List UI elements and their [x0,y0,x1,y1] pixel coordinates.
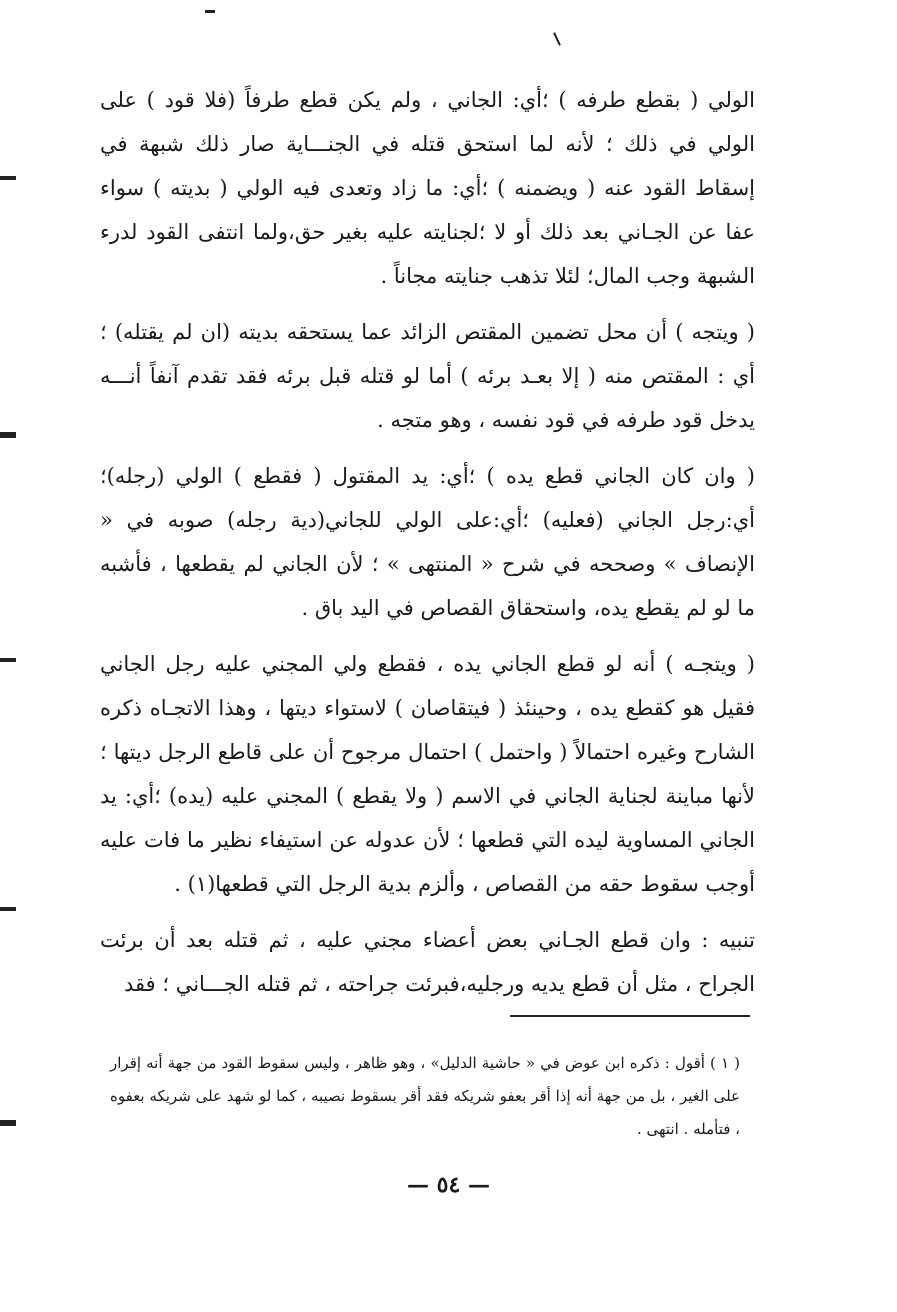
paragraph: ( ويتجـه ) أنه لو قطع الجاني يده ، فقطع ولي المجني عليه رجل الجاني فقيل هو كقطع يده ، وحينئذ ( فيتقاصان ) لاستواء ديتها ، وهذا الاتجـاه ذكره الشارح وغيره احتمالاً ( واحتمل ) احتمال مرجوح أن على قاطع الرجل ديتها ؛ لأنها مباينة لجناية الجاني في الاسم ( ولا يقطع ) المجني عليه (يده) ؛أي: يد الجاني المساوية ليده التي قطعها ؛ لأن عدوله عن استيفاء نظير ما فات عليه أوجب سقوط حقه من القصاص ، وألزم بدية الرجل التي قطعها(١) . [100,652,755,896]
footnote: ( ١ ) أقول : ذكره ابن عوض في « حاشية الدليل» ، وهو ظاهر ، وليس سقوط القود من جهة أنه إقرار على الغير ، بل من جهة أنه إذا أقر بعفو شريكه فقد أقر بسقوط نصيبه ، كما لو شهد على شريكه بعفوه ، فتأمله . انتهى . [110,1054,740,1138]
margin-mark [0,907,16,911]
footnote-divider [510,1015,750,1017]
margin-mark [0,432,16,438]
margin-mark [0,658,16,662]
main-text [100,78,755,1006]
scan-artifact [553,32,561,46]
margin-mark [0,1120,16,1126]
paragraph: ( وان كان الجاني قطع يده ) ؛أي: يد المقتول ( فقطع ) الولي (رجله)؛ أي:رجل الجاني (فعليه) ؛أي:على الولي للجاني(دية رجله) صوبه في « الإنصاف » وصححه في شرح « المنتهى » ؛ لأن الجاني لم يقطعها ، فأشبه ما لو لم يقطع يده، واستحقاق القصاص في اليد باق . [100,464,755,620]
margin-mark [0,176,16,180]
paragraph: ( ويتجه ) أن محل تضمين المقتص الزائد عما يستحقه بديته (ان لم يقتله) ؛ أي : المقتص منه ( إلا بعـد برئه ) أما لو قتله قبل برئه فقد تقدم آنفاً أنـــه يدخل قود طرفه في قود نفسه ، وهو متجه . [100,320,755,432]
scan-artifact [205,10,215,13]
paragraph: الولي ( بقطع طرفه ) ؛أي: الجاني ، ولم يكن قطع طرفاً (فلا قود ) على الولي في ذلك ؛ لأنه لما استحق قتله في الجنـــاية صار ذلك شبهة في إسقاط القود عنه ( ويضمنه ) ؛أي: ما زاد وتعدى فيه الولي ( بديته ) سواء عفا عن الجـاني بعد ذلك أو لا ؛لجنايته عليه بغير حق،ولما انتفى القود لدرء الشبهة وجب المال؛ لئلا تذهب جنايته مجاناً . [100,88,755,288]
page-number: — ٥٤ — [407,1172,490,1198]
paragraph: تنبيه : وان قطع الجـاني بعض أعضاء مجني عليه ، ثم قتله بعد أن برئت الجراح ، مثل أن قطع يديه ورجليه،فبرئت جراحته ، ثم قتله الجـــاني ؛ فقد [100,928,755,996]
